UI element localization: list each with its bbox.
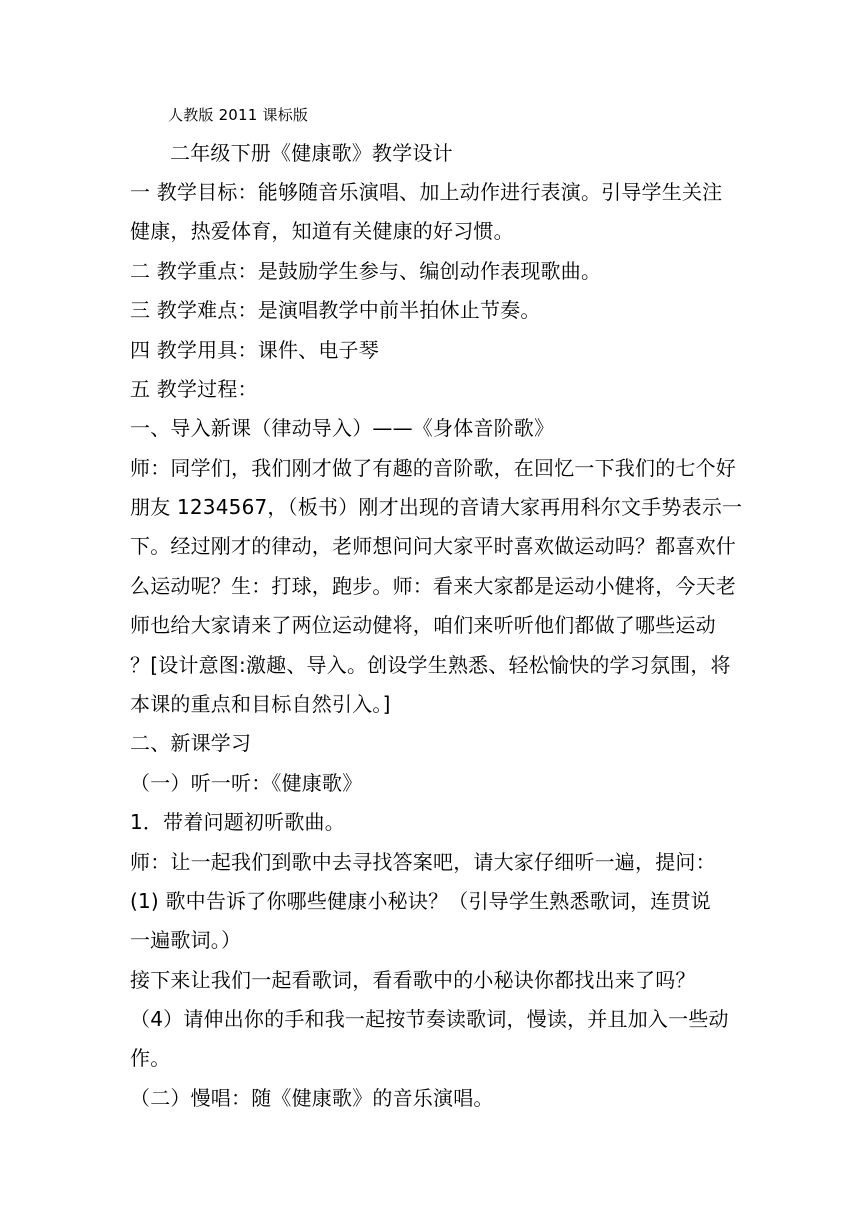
objective-line-1: 一 教学目标：能够随音乐演唱、加上动作进行表演。引导学生关注 (130, 180, 723, 204)
step-line: 1．带着问题初听歌曲。 (130, 810, 345, 834)
paragraph-line: 么运动呢？生：打球，跑步。师：看来大家都是运动小健将，今天老 (130, 574, 736, 598)
tools-line: 四 教学用具：课件、电子琴 (130, 338, 379, 362)
subsection-listen-heading: （一）听一听：《健康歌》 (130, 771, 363, 795)
difficulty-line: 三 教学难点：是演唱教学中前半拍休止节奏。 (130, 298, 541, 322)
paragraph-line: ？[设计意图:激趣、导入。创设学生熟悉、轻松愉快的学习氛围，将 (130, 653, 731, 677)
edition-label: 人教版 2011 课标版 (168, 106, 309, 124)
section-intro-heading: 一、导入新课（律动导入）——《身体音阶歌》 (130, 416, 555, 440)
question-line: 一遍歌词。） (130, 928, 242, 952)
paragraph-line: 师：让一起我们到歌中去寻找答案吧，请大家仔细听一遍，提问： (130, 850, 716, 874)
paragraph-line: 下。经过刚才的律动，老师想问问大家平时喜欢做运动吗？都喜欢什 (130, 534, 736, 558)
question-line: (1) 歌中告诉了你哪些健康小秘诀？（引导学生熟悉歌词，连贯说 (130, 889, 711, 913)
paragraph-line: 本课的重点和目标自然引入。] (130, 692, 391, 716)
paragraph-line: 接下来让我们一起看歌词，看看歌中的小秘诀你都找出来了吗？ (130, 968, 696, 992)
subsection-sing-heading: （二）慢唱：随《健康歌》的音乐演唱。 (130, 1086, 494, 1110)
paragraph-line: 朋友 1234567，（板书）刚才出现的音请大家再用科尔文手势表示一 (130, 495, 743, 519)
section-new-lesson-heading: 二、新课学习 (130, 731, 252, 755)
question-line: （4）请伸出你的手和我一起按节奏读歌词，慢读，并且加入一些动 (130, 1007, 729, 1031)
document-title: 二年级下册《健康歌》教学设计 (170, 141, 453, 165)
paragraph-line: 师：同学们，我们刚才做了有趣的音阶歌，在回忆一下我们的七个好 (130, 456, 736, 480)
question-line: 作。 (130, 1046, 171, 1070)
process-heading: 五 教学过程： (130, 377, 258, 401)
objective-line-2: 健康，热爱体育，知道有关健康的好习惯。 (130, 219, 514, 243)
key-point-line: 二 教学重点：是鼓励学生参与、编创动作表现歌曲。 (130, 259, 602, 283)
paragraph-line: 师也给大家请来了两位运动健将，咱们来听听他们都做了哪些运动 (130, 613, 716, 637)
